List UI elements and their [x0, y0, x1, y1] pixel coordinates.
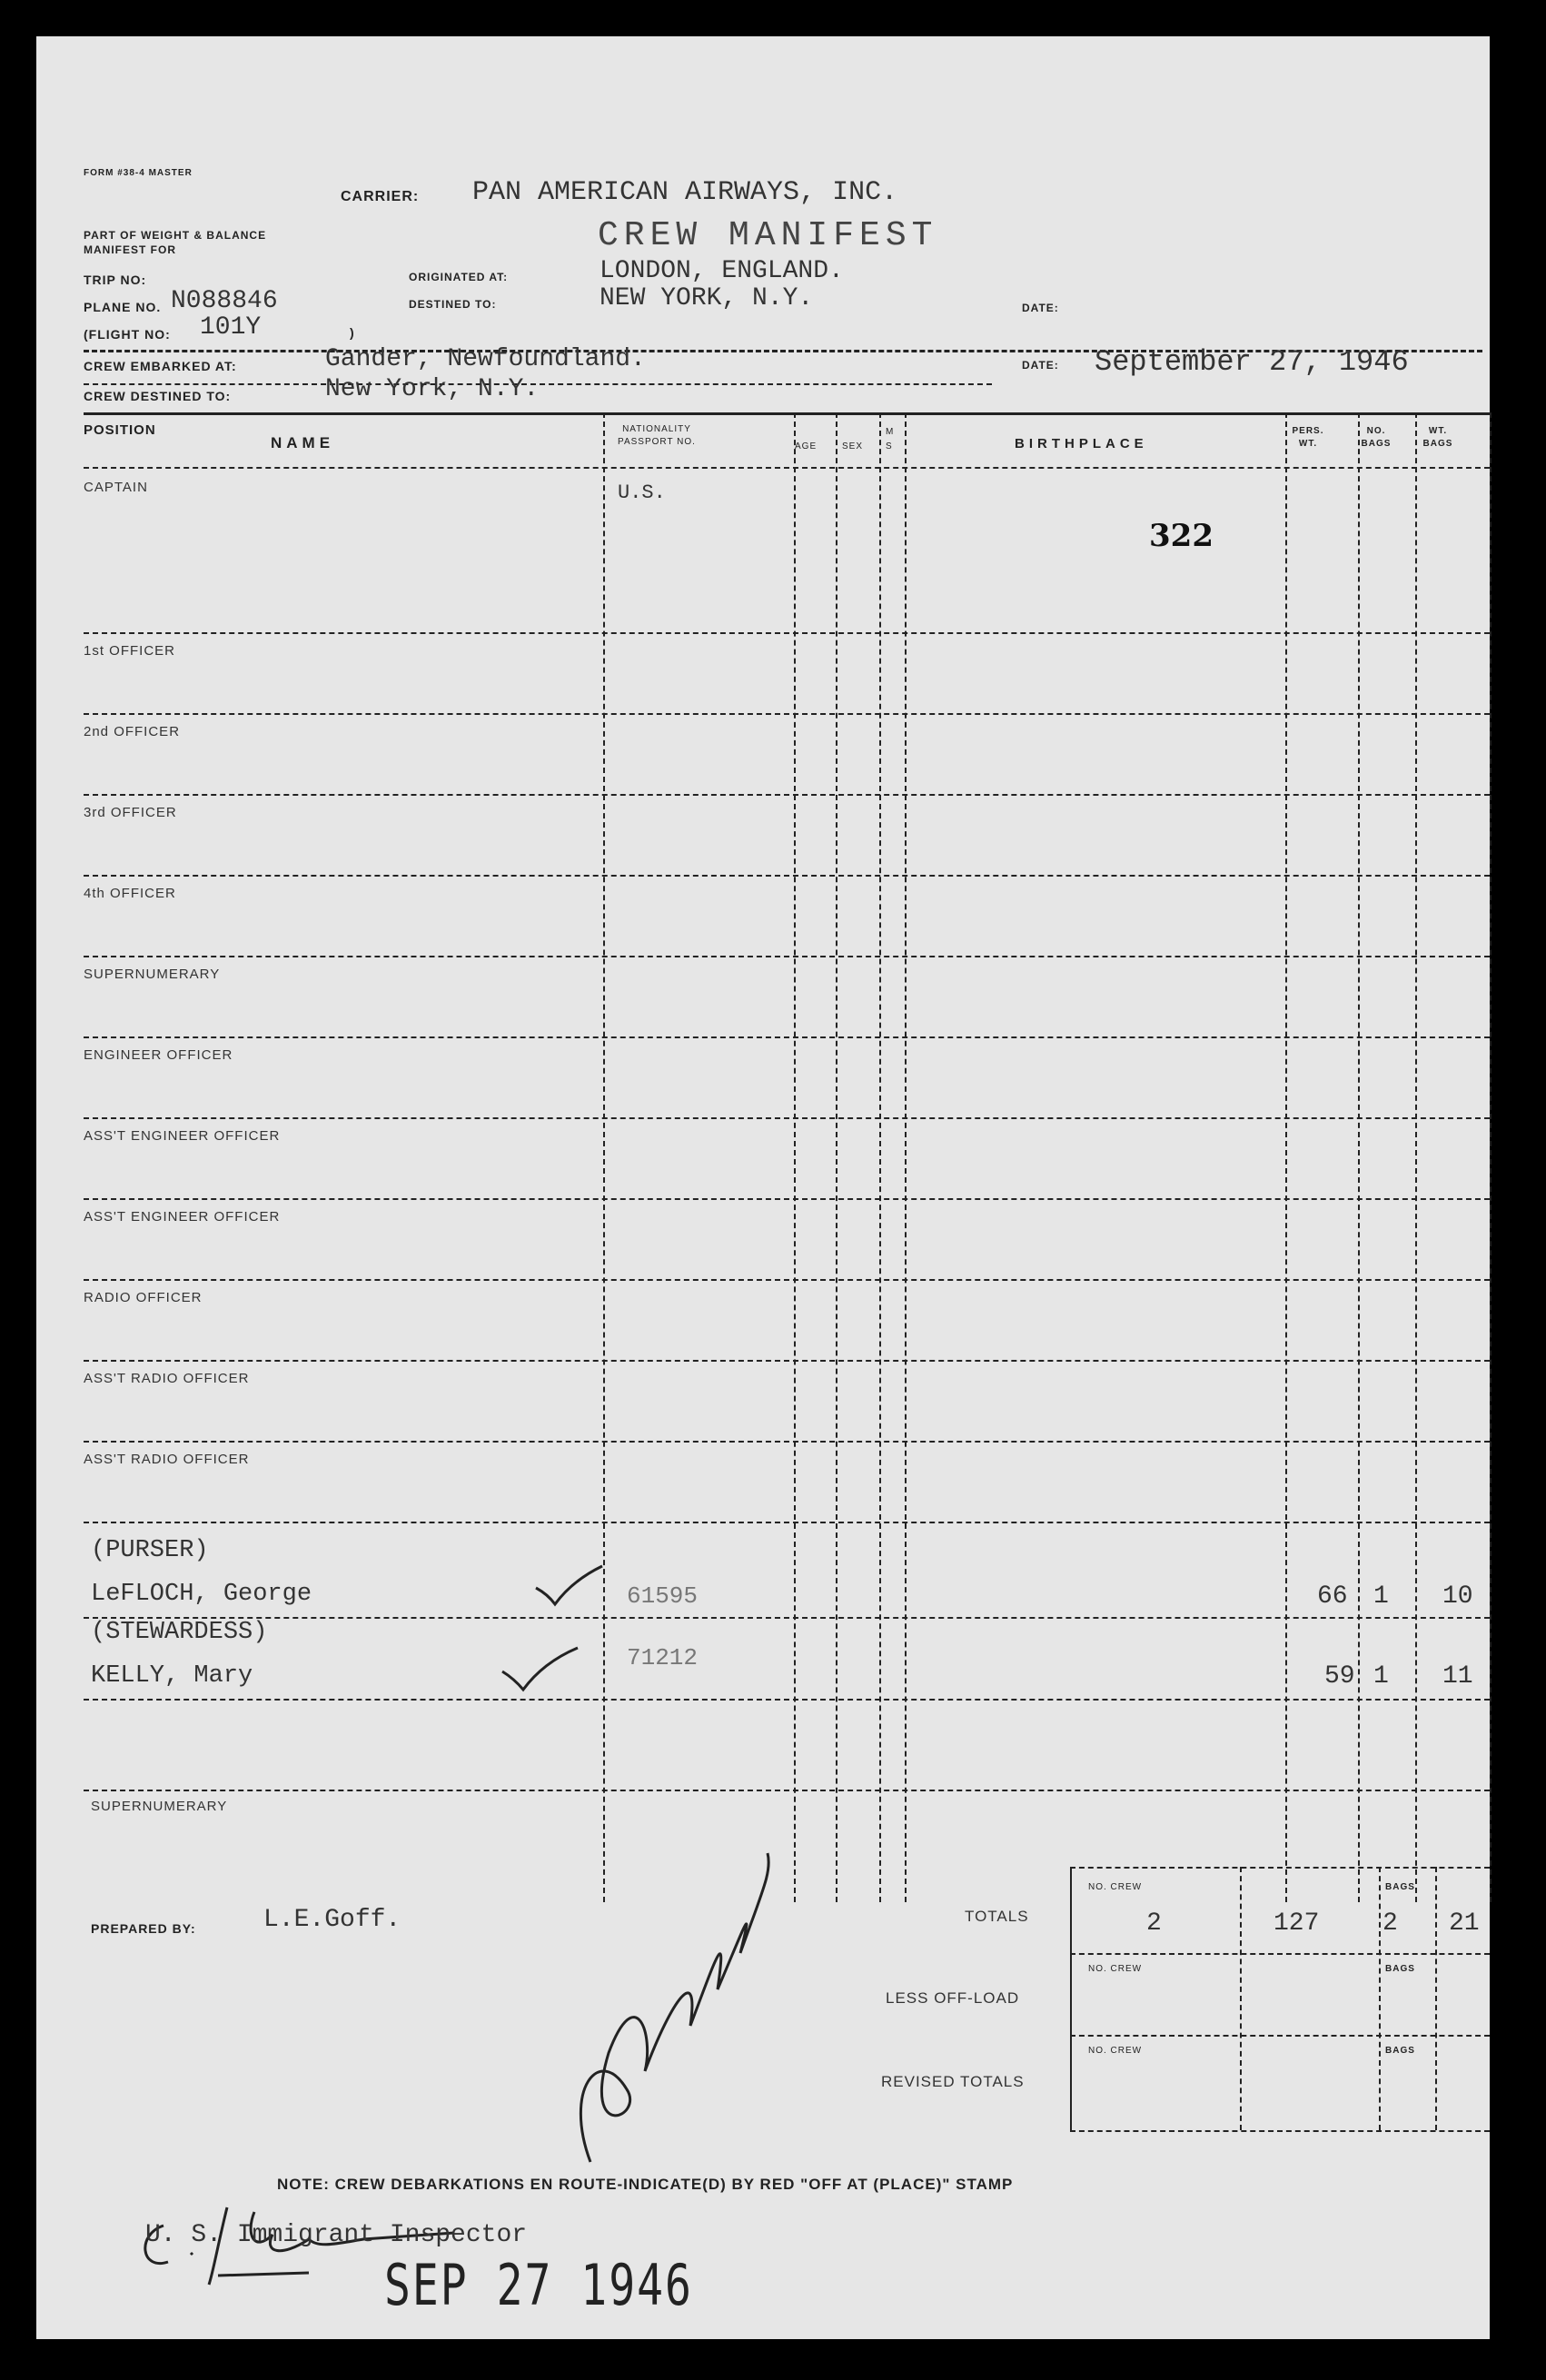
offload-label: LESS OFF-LOAD — [886, 1989, 1020, 2007]
crew-name: KELLY, Mary — [91, 1662, 253, 1690]
col-divider — [1490, 412, 1491, 1902]
col-divider — [794, 412, 796, 1902]
position-label: RADIO OFFICER — [84, 1290, 203, 1305]
crew-role: (PURSER) — [91, 1537, 209, 1564]
part-of-label: PART OF WEIGHT & BALANCE — [84, 229, 267, 242]
destined-value: NEW YORK, N.Y. — [600, 284, 814, 312]
bags-label: BAGS — [1385, 1882, 1415, 1892]
col-no-bags: NO. BAGS — [1361, 426, 1392, 449]
originated-value: LONDON, ENGLAND. — [600, 257, 844, 285]
no-crew-label: NO. CREW — [1088, 1964, 1143, 1974]
embarked-label: CREW EMBARKED AT: — [84, 359, 237, 373]
row-rule — [84, 1360, 1490, 1362]
row-rule — [84, 1522, 1490, 1523]
col-divider — [603, 412, 605, 1902]
col-divider — [1415, 412, 1417, 1902]
crew-destined-value: New York, N.Y. — [325, 375, 540, 403]
totals-divider — [1240, 1867, 1242, 2130]
manifest-title: CREW MANIFEST — [598, 216, 938, 255]
total-crew: 2 — [1146, 1909, 1162, 1938]
row-rule — [84, 713, 1490, 715]
signature-diagonal — [545, 1817, 781, 2180]
totals-row-rule — [1070, 1953, 1490, 1955]
row-rule — [84, 1117, 1490, 1119]
no-crew-label: NO. CREW — [1088, 1882, 1143, 1892]
row-rule — [84, 1617, 1490, 1619]
position-label: SUPERNUMERARY — [91, 1799, 228, 1814]
position-label: ENGINEER OFFICER — [84, 1047, 233, 1063]
plane-no-label: PLANE NO. — [84, 300, 162, 314]
position-label: ASS'T ENGINEER OFFICER — [84, 1128, 281, 1144]
bags-label: BAGS — [1385, 1964, 1415, 1974]
position-label: 4th OFFICER — [84, 886, 176, 901]
totals-bottom-rule — [1070, 2130, 1490, 2132]
destined-label: DESTINED TO: — [409, 298, 497, 311]
row-rule — [84, 1198, 1490, 1200]
embarked-value: Gander, Newfoundland. — [325, 345, 646, 373]
col-divider — [879, 412, 881, 1902]
date-value: September 27, 1946 — [1095, 345, 1409, 379]
col-divider — [836, 412, 837, 1902]
total-bag-weight: 21 — [1449, 1909, 1480, 1938]
crew-bags: 1 — [1373, 1582, 1389, 1611]
row-rule — [84, 1036, 1490, 1038]
checkmark-icon — [531, 1562, 604, 1608]
row-rule — [84, 956, 1490, 957]
header-bottom-rule — [84, 467, 1490, 469]
col-divider — [1358, 412, 1360, 1902]
prepared-by-value: L.E.Goff. — [263, 1906, 401, 1934]
flight-no-value: 101Y — [200, 313, 262, 342]
position-label: 3rd OFFICER — [84, 805, 177, 820]
form-number: FORM #38-4 MASTER — [84, 168, 193, 178]
no-crew-label: NO. CREW — [1088, 2046, 1143, 2056]
date-label-1: DATE: — [1022, 302, 1059, 314]
totals-left-border — [1070, 1867, 1072, 2130]
totals-label: TOTALS — [965, 1908, 1029, 1925]
crew-name: LeFLOCH, George — [91, 1581, 312, 1608]
stamp-number: 322 — [1149, 518, 1214, 554]
totals-row-rule — [1070, 2035, 1490, 2037]
col-divider — [905, 412, 907, 1902]
crew-destined-label: CREW DESTINED TO: — [84, 389, 232, 403]
row-rule — [84, 1279, 1490, 1281]
totals-divider — [1435, 1867, 1437, 2130]
trip-no-label: TRIP NO: — [84, 273, 147, 287]
crew-pers-wt: 66 — [1317, 1582, 1348, 1611]
col-position: POSITION — [84, 422, 156, 438]
note-text: NOTE: CREW DEBARKATIONS EN ROUTE-INDICATE(D) BY RED "OFF AT (PLACE)" STAMP — [277, 2176, 1014, 2193]
originated-label: ORIGINATED AT: — [409, 271, 509, 283]
checkmark-icon — [498, 1644, 580, 1694]
position-label: SUPERNUMERARY — [84, 967, 221, 982]
row-rule — [84, 1441, 1490, 1443]
col-divider — [1285, 412, 1287, 1902]
col-ms: M S — [886, 427, 895, 451]
inspector-title: U. S. Immigrant Inspector — [145, 2221, 528, 2249]
position-label: 1st OFFICER — [84, 643, 176, 659]
position-label: ASS'T RADIO OFFICER — [84, 1371, 250, 1386]
col-sex: SEX — [842, 441, 864, 451]
manifest-sheet — [36, 36, 1490, 2339]
row-rule — [84, 875, 1490, 877]
crew-wt-bags: 10 — [1442, 1582, 1473, 1611]
crew-passport: 71212 — [627, 1644, 699, 1671]
col-name: NAME — [271, 434, 335, 451]
position-label: 2nd OFFICER — [84, 724, 181, 739]
col-pers-wt: PERS. WT. — [1292, 426, 1324, 449]
col-birthplace: BIRTHPLACE — [1015, 436, 1148, 451]
total-bags: 2 — [1382, 1909, 1398, 1938]
position-label: CAPTAIN — [84, 480, 148, 495]
carrier-value: PAN AMERICAN AIRWAYS, INC. — [472, 177, 898, 208]
col-wt-bags: WT. BAGS — [1422, 426, 1453, 449]
crew-role: (STEWARDESS) — [91, 1619, 268, 1646]
row-rule — [84, 632, 1490, 634]
table-top-rule — [84, 412, 1490, 415]
crew-passport: 61595 — [627, 1582, 699, 1610]
crew-bags: 1 — [1373, 1662, 1389, 1691]
revised-totals-label: REVISED TOTALS — [881, 2073, 1025, 2090]
totals-divider — [1379, 1867, 1381, 2130]
captain-nationality: U.S. — [618, 481, 666, 504]
row-rule — [84, 794, 1490, 796]
inspector-date-stamp: SEP 27 1946 — [384, 2253, 693, 2319]
flight-no-label: (FLIGHT NO: — [84, 327, 171, 342]
row-rule — [84, 1699, 1490, 1701]
carrier-label: CARRIER: — [341, 189, 420, 204]
row-rule — [84, 1790, 1490, 1791]
bags-label: BAGS — [1385, 2046, 1415, 2056]
plane-no-value: N088846 — [171, 287, 278, 315]
position-label: ASS'T RADIO OFFICER — [84, 1452, 250, 1467]
totals-top-rule — [1070, 1867, 1490, 1869]
position-label: ASS'T ENGINEER OFFICER — [84, 1209, 281, 1225]
crew-wt-bags: 11 — [1442, 1662, 1473, 1691]
prepared-by-label: PREPARED BY: — [91, 1921, 196, 1936]
crew-pers-wt: 59 — [1324, 1662, 1355, 1691]
col-age: AGE — [795, 441, 818, 451]
date-label-2: DATE: — [1022, 359, 1059, 372]
col-nationality: NATIONALITY PASSPORT NO. — [618, 424, 696, 447]
manifest-for-label: MANIFEST FOR — [84, 243, 176, 256]
flight-no-close: ) — [350, 325, 355, 340]
total-weight: 127 — [1273, 1909, 1320, 1938]
